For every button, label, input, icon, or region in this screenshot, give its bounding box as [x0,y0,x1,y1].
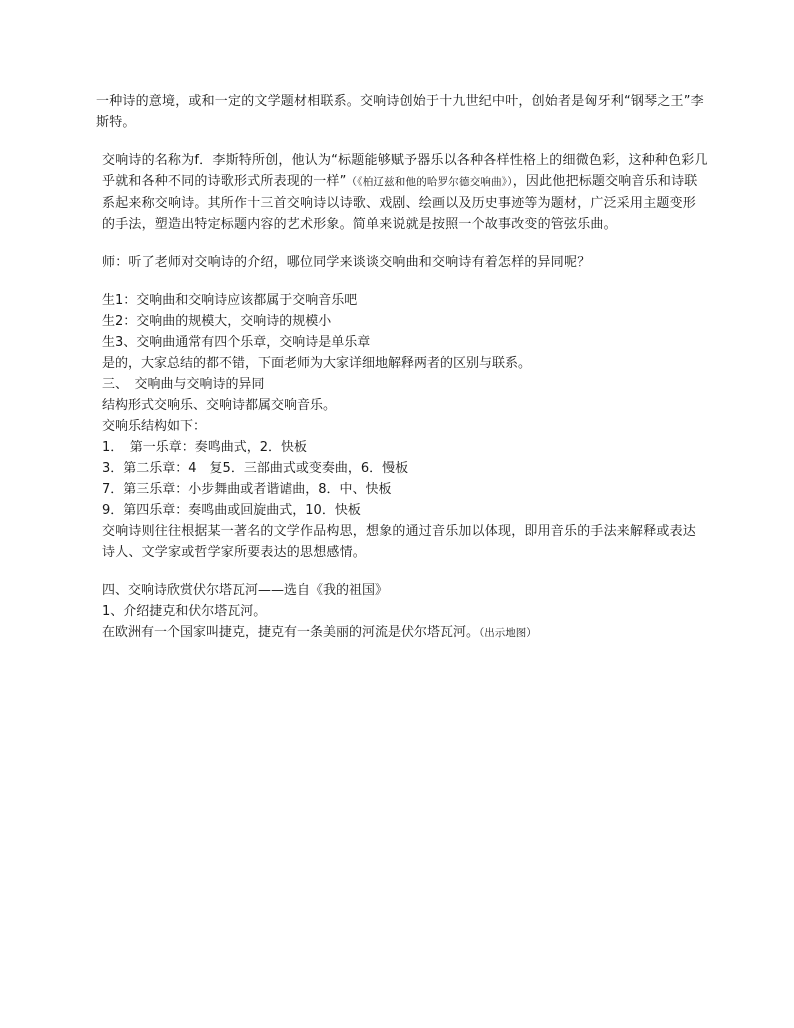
paragraph-symphonic-poem-name [96,150,708,235]
section-heading-4: 四、交响诗欣赏伏尔塔瓦河——选自《我的祖国》 [102,583,389,598]
student-answer-3: 生3、交响曲通常有四个乐章，交响诗是单乐章 [102,335,371,350]
structure-intro: 结构形式交响乐、交响诗都属交响音乐。 [102,398,337,413]
movement-4: 9．第四乐章：奏鸣曲或回旋曲式，10．快板 [102,503,361,518]
paragraph-citation: （《柏辽兹和他的哈罗尔德交响曲》） [346,176,513,188]
movement-3: 7．第三乐章：小步舞曲或者谐谑曲，8．中、快板 [102,482,392,497]
paragraph-intro: 一种诗的意境，或和一定的文学题材相联系。交响诗创始于十九世纪中叶，创始者是匈牙利“钢琴之王”李斯特。 [96,94,704,130]
teacher-question: 师：听了老师对交响诗的介绍，哪位同学来谈谈交响曲和交响诗有着怎样的异同呢？ [102,255,591,270]
movement-2: 3．第二乐章：4 复5．三部曲式或变奏曲，6．慢板 [102,461,409,476]
czech-intro [96,622,708,643]
map-note: （出示地图） [479,627,537,639]
paragraph-symphonic-poem-name-rest: ，因此他把标题交响音乐和诗联系起来称交响诗。其所作十三首交响诗以诗歌、戏剧、绘画以及历史事迹等为题材，广泛采用主题变形的手法，塑造出特定标题内容的艺术形象。简单来说就是按照一个故事改变的管弦乐曲。 [102,174,698,232]
paragraph-symphonic-poem-name-main: 交响诗的名称为f．李斯特所创，他认为“标题能够赋予器乐以各种各样性格上的细微色彩，这种种色彩几乎就和各种不同的诗歌形式所表现的一样” [102,153,708,189]
symphonic-poem-description: 交响诗则往往根据某一著名的文学作品构思，想象的通过音乐加以体现，即用音乐的手法来解释或表达诗人、文学家或哲学家所要表达的思想感情。 [102,524,697,560]
symphony-structure-label: 交响乐结构如下： [102,419,207,434]
movement-1: 1． 第一乐章：奏鸣曲式，2．快板 [102,440,308,455]
teacher-summary: 是的，大家总结的都不错，下面老师为大家详细地解释两者的区别与联系。 [102,356,532,371]
subsection-1: 1、介绍捷克和伏尔塔瓦河。 [102,604,267,619]
student-answer-2: 生2：交响曲的规模大，交响诗的规模小 [102,314,332,329]
student-answer-1: 生1：交响曲和交响诗应该都属于交响音乐吧 [102,293,358,308]
czech-intro-main: 在欧洲有一个国家叫捷克，捷克有一条美丽的河流是伏尔塔瓦河。 [102,625,480,640]
section-heading-3: 三、 交响曲与交响诗的异同 [102,377,265,392]
